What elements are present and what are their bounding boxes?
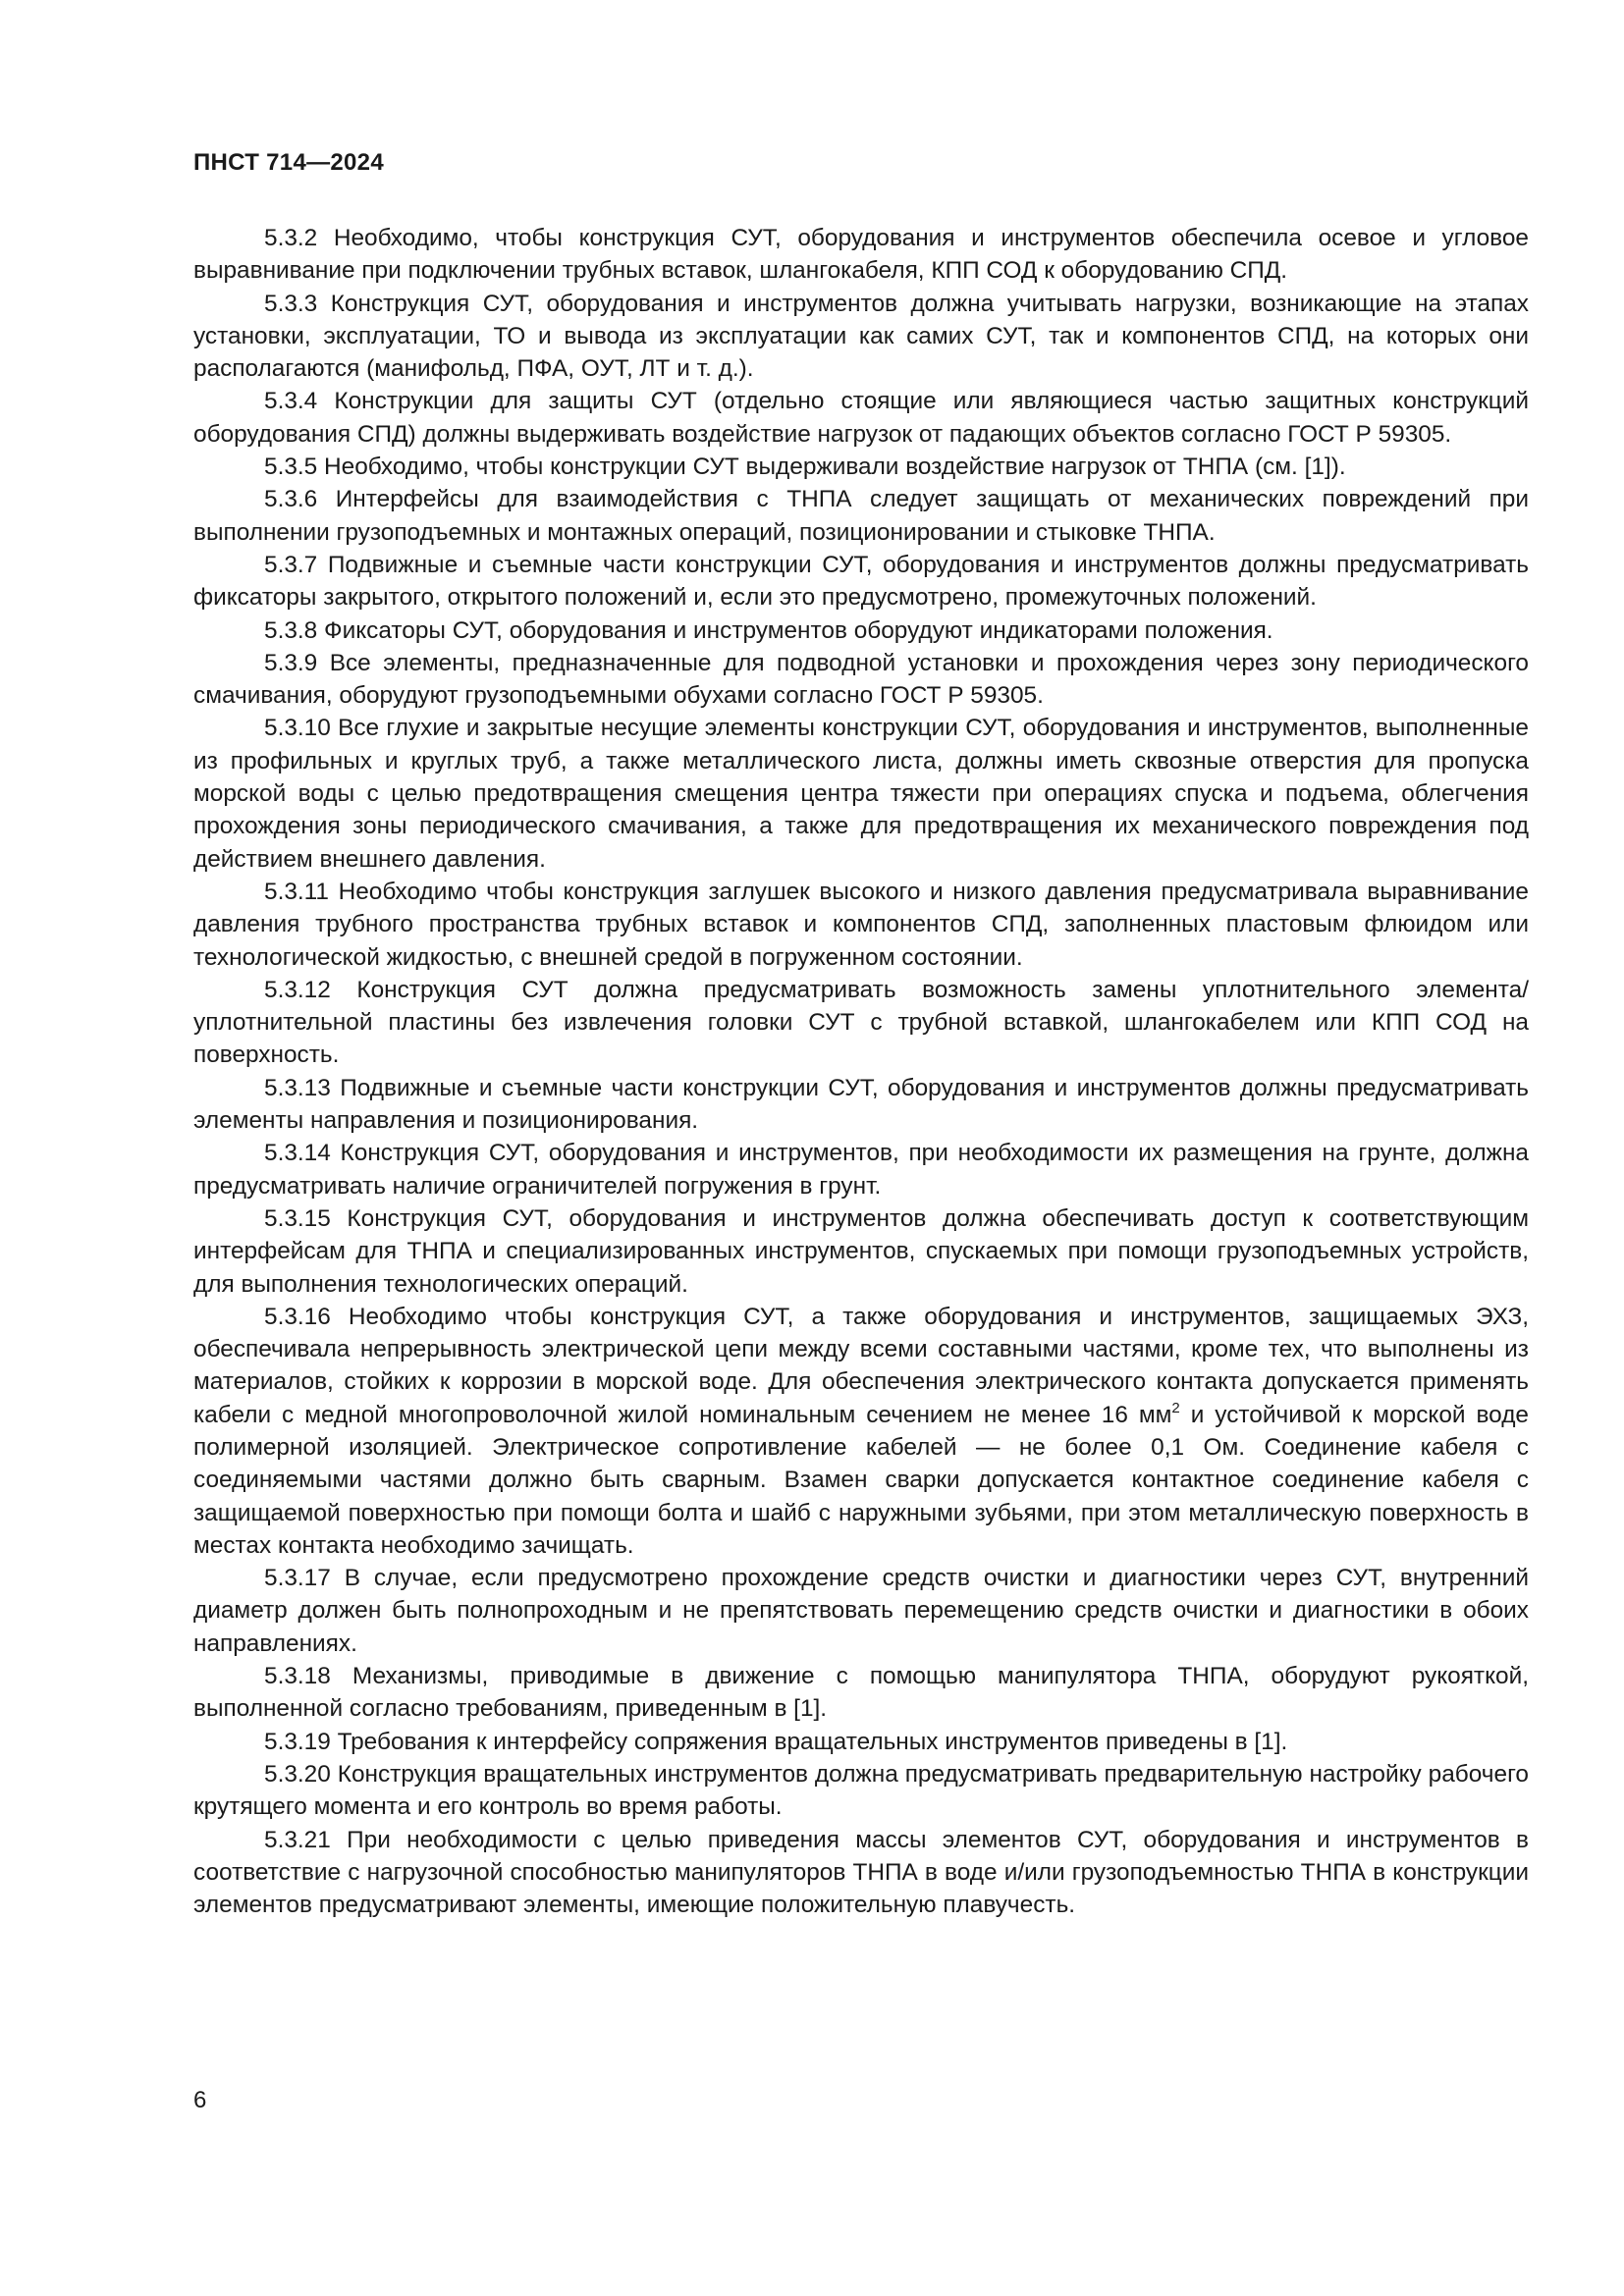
paragraph-5-3-18: 5.3.18 Механизмы, приводимые в движение с помощью манипулятора ТНПА, оборудуют рукояткой, выполненной согласно требованиям, приведенным в [1].: [193, 1663, 1529, 1723]
paragraph-5-3-21: 5.3.21 При необходимости с целью приведения массы элементов СУТ, оборудования и инструментов в соответствие с нагрузочной способностью манипуляторов ТНПА в воде и/или грузоподъемностью ТНПА в конструкции элементов предусматривают элементы, имеющие положительную плавучесть.: [193, 1826, 1529, 1919]
page-number: 6: [193, 2087, 207, 2113]
superscript-square: 2: [1171, 1399, 1180, 1416]
paragraph-5-3-12: 5.3.12 Конструкция СУТ должна предусматривать возможность замены уплотнительного элемента/уплотнительной пластины без извлечения головки СУТ с трубной вставкой, шлангокабелем или КПП СОД на поверхность.: [193, 976, 1529, 1069]
paragraph-5-3-16-part-2: и устойчивой к морской воде полимерной изоляцией. Электрическое сопротивление кабелей — не более 0,1 Ом. Соединение кабеля с соединяемыми частями должно быть сварным. Взамен сварки допускается контактное соединение кабеля с защищаемой поверхностью при помощи болта и шайб с наружными зубьями, при этом металлическую поверхность в местах контакта необходимо зачищать.: [193, 1401, 1529, 1559]
paragraph-5-3-8: 5.3.8 Фиксаторы СУТ, оборудования и инструментов оборудуют индикаторами положения.: [264, 616, 1273, 644]
paragraph-5-3-11: 5.3.11 Необходимо чтобы конструкция заглушек высокого и низкого давления предусматривала выравнивание давления трубного пространства трубных вставок и компонентов СПД, заполненных пластовым флюидом или технологической жидкостью, с внешней средой в погруженном состоянии.: [193, 878, 1529, 971]
paragraph-5-3-17: 5.3.17 В случае, если предусмотрено прохождение средств очистки и диагностики через СУТ, внутренний диаметр должен быть полнопроходным и не препятствовать перемещению средств очистки и диагностики в обоих направлениях.: [193, 1565, 1529, 1657]
paragraph-5-3-9: 5.3.9 Все элементы, предназначенные для подводной установки и прохождения через зону периодического смачивания, оборудуют грузоподъемными обухами согласно ГОСТ Р 59305.: [193, 649, 1529, 710]
document-header: ПНСТ 714—2024: [193, 149, 384, 176]
paragraph-5-3-3: 5.3.3 Конструкция СУТ, оборудования и инструментов должна учитывать нагрузки, возникающие на этапах установки, эксплуатации, ТО и вывода из эксплуатации как самих СУТ, так и компонентов СПД, на которых они располагаются (манифольд, ПФА, ОУТ, ЛТ и т. д.).: [193, 290, 1529, 383]
paragraph-5-3-16: [193, 1301, 1529, 1562]
paragraph-5-3-15: 5.3.15 Конструкция СУТ, оборудования и инструментов должна обеспечивать доступ к соответствующим интерфейсам для ТНПА и специализированных инструментов, спускаемых при помощи грузоподъемных устройств, для выполнения технологических операций.: [193, 1204, 1529, 1298]
paragraph-5-3-2: 5.3.2 Необходимо, чтобы конструкция СУТ, оборудования и инструментов обеспечила осевое и угловое выравнивание при подключении трубных вставок, шлангокабеля, КПП СОД к оборудованию СПД.: [193, 225, 1529, 285]
paragraph-5-3-16-part-1: 5.3.16 Необходимо чтобы конструкция СУТ, а также оборудования и инструментов, защищаемых ЭХЗ, обеспечивала непрерывность электрической цепи между всеми составными частями, кроме тех, что выполнены из материалов, стойких к коррозии в морской воде. Для обеспечения электрического контакта допускается применять кабели с медной многопроволочной жилой номинальным сечением не менее 16 мм: [193, 1303, 1529, 1428]
paragraph-5-3-7: 5.3.7 Подвижные и съемные части конструкции СУТ, оборудования и инструментов должны предусматривать фиксаторы закрытого, открытого положений и, если это предусмотрено, промежуточных положений.: [193, 551, 1529, 612]
paragraph-5-3-4: 5.3.4 Конструкции для защиты СУТ (отдельно стоящие или являющиеся частью защитных конструкций оборудования СПД) должны выдерживать воздействие нагрузок от падающих объектов согласно ГОСТ Р 59305.: [193, 388, 1529, 448]
section-5-3-body: [193, 222, 1529, 1921]
paragraph-5-3-5: 5.3.5 Необходимо, чтобы конструкции СУТ выдерживали воздействие нагрузок от ТНПА (см. [1]).: [264, 454, 1346, 481]
paragraph-5-3-6: 5.3.6 Интерфейсы для взаимодействия с ТНПА следует защищать от механических повреждений при выполнении грузоподъемных и монтажных операций, позиционировании и стыковке ТНПА.: [193, 486, 1529, 546]
paragraph-5-3-14: 5.3.14 Конструкция СУТ, оборудования и инструментов, при необходимости их размещения на грунте, должна предусматривать наличие ограничителей погружения в грунт.: [193, 1140, 1529, 1200]
paragraph-5-3-19: 5.3.19 Требования к интерфейсу сопряжения вращательных инструментов приведены в [1].: [264, 1728, 1288, 1755]
paragraph-5-3-10: 5.3.10 Все глухие и закрытые несущие элементы конструкции СУТ, оборудования и инструментов, выполненные из профильных и круглых труб, а также металлического листа, должны иметь сквозные отверстия для пропуска морской воды с целью предотвращения смещения центра тяжести при операциях спуска и подъема, облегчения прохождения зоны периодического смачивания, а также для предотвращения их механического повреждения под действием внешнего давления.: [193, 715, 1529, 873]
paragraph-5-3-13: 5.3.13 Подвижные и съемные части конструкции СУТ, оборудования и инструментов должны предусматривать элементы направления и позиционирования.: [193, 1074, 1529, 1135]
paragraph-5-3-20: 5.3.20 Конструкция вращательных инструментов должна предусматривать предварительную настройку рабочего крутящего момента и его контроль во время работы.: [193, 1760, 1529, 1821]
